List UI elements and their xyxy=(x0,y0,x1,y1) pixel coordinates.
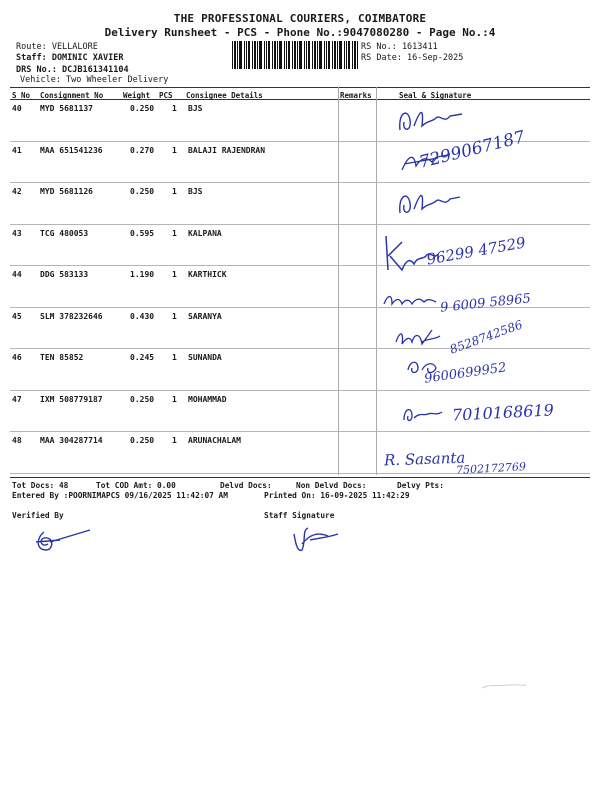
handwritten-phone-45: 8528742586 xyxy=(447,317,525,357)
barcode-bar xyxy=(334,41,336,69)
handwritten-phone-48: 7502172769 xyxy=(455,460,527,477)
row-pcs: 1 xyxy=(172,394,177,404)
row-pcs: 1 xyxy=(172,270,177,279)
barcode-bar xyxy=(264,41,265,69)
entered-by: Entered By :POORNIMAPCS 09/16/2025 11:42:07 AM xyxy=(12,491,228,500)
row-divider xyxy=(10,348,590,349)
barcode-bar xyxy=(272,41,273,69)
barcode-bar xyxy=(252,41,253,69)
drs-label: DRS No.: DCJB161341104 xyxy=(16,65,129,75)
delvd-docs: Delvd Docs: xyxy=(220,481,272,490)
company-title: THE PROFESSIONAL COURIERS, COIMBATORE xyxy=(173,12,427,25)
barcode-bar xyxy=(288,41,290,69)
row-weight: 0.430 xyxy=(130,311,155,321)
signature-row-46 xyxy=(404,356,444,378)
barcode-bar xyxy=(274,41,276,69)
row-consignment: MAA 304287714 xyxy=(40,436,103,445)
signature-row-47 xyxy=(400,402,450,426)
col-remarks: Remarks xyxy=(340,91,372,100)
barcode-bar xyxy=(346,41,347,69)
barcode-image xyxy=(232,41,358,69)
barcode-bar xyxy=(248,41,250,69)
col-sno: S No xyxy=(12,91,31,100)
tot-cod-amt: Tot COD Amt: 0.00 xyxy=(96,481,176,490)
row-weight: 0.270 xyxy=(130,145,155,155)
delvy-pts: Delvy Pts: xyxy=(397,481,444,490)
handwritten-phone-44: 9 6009 58965 xyxy=(439,291,532,316)
row-weight: 0.250 xyxy=(130,436,155,445)
runsheet-subtitle: Delivery Runsheet - PCS - Phone No.:9047080280 - Page No.:4 xyxy=(104,26,496,39)
route-label: Route: VELLALORE xyxy=(16,42,98,52)
row-weight: 0.245 xyxy=(130,353,155,362)
row-consignee: BALAJI RAJENDRAN xyxy=(188,145,266,155)
barcode-bar xyxy=(254,41,256,69)
handwritten-phone-41: 7299067187 xyxy=(417,127,527,173)
row-consignment: IXM 508779187 xyxy=(40,394,103,404)
barcode-bar xyxy=(246,41,247,69)
row-sno: 45 xyxy=(12,311,22,321)
barcode-bar xyxy=(294,41,296,69)
barcode-bar xyxy=(292,41,293,69)
row-consignee: SUNANDA xyxy=(188,353,222,362)
staff-signature-label: Staff Signature xyxy=(264,511,335,520)
barcode-bar xyxy=(348,41,350,69)
row-weight: 0.250 xyxy=(130,394,155,404)
staff-label: Staff: DOMINIC XAVIER xyxy=(16,53,124,63)
table-top-rule xyxy=(10,87,590,88)
barcode-bar xyxy=(284,41,285,69)
barcode-bar xyxy=(304,41,305,69)
verified-by-signature xyxy=(34,526,94,556)
row-consignee: KARTHICK xyxy=(188,270,227,279)
barcode-bar xyxy=(266,41,267,69)
col-consignment: Consignment No xyxy=(40,91,104,100)
staff-signature-scribble xyxy=(288,522,348,558)
vehicle-label: Vehicle: Two Wheeler Delivery xyxy=(20,75,169,85)
row-pcs: 1 xyxy=(172,228,177,238)
barcode-bar xyxy=(312,41,313,69)
barcode-bar xyxy=(317,41,318,69)
row-consignment: DDG 583133 xyxy=(40,270,89,279)
row-sno: 42 xyxy=(12,187,22,196)
row-pcs: 1 xyxy=(172,311,177,321)
barcode-bar xyxy=(308,41,310,69)
row-pcs: 1 xyxy=(172,436,177,445)
row-consignee: BJS xyxy=(188,187,203,196)
row-sno: 43 xyxy=(12,228,22,238)
pencil-mark xyxy=(480,682,530,692)
row-weight: 0.250 xyxy=(130,187,155,196)
row-consignment: MYD 5681126 xyxy=(40,187,93,196)
row-consignment: SLM 378232646 xyxy=(40,311,103,321)
col-seal: Seal & Signature xyxy=(399,91,472,100)
row-consignee: SARANYA xyxy=(188,311,222,321)
signature-row-45 xyxy=(392,322,452,352)
signature-row-41 xyxy=(398,144,458,174)
barcode-bar xyxy=(234,41,236,69)
row-weight: 0.250 xyxy=(130,104,155,113)
barcode-bar xyxy=(268,41,270,69)
barcode-bar xyxy=(314,41,316,69)
row-consignment: MAA 651541236 xyxy=(40,145,103,155)
printed-on: Printed On: 16-09-2025 11:42:29 xyxy=(264,491,410,500)
handwritten-phone-43: 96299 47529 xyxy=(425,233,528,269)
barcode-bar xyxy=(279,41,282,69)
signature-row-40 xyxy=(392,102,472,140)
barcode-bar xyxy=(286,41,287,69)
row-sno: 46 xyxy=(12,353,22,362)
barcode-bar xyxy=(354,41,356,69)
barcode-bar xyxy=(237,41,238,69)
handwritten-phone-46: 9600699952 xyxy=(423,360,508,387)
tot-docs: Tot Docs: 48 xyxy=(12,481,69,490)
row-weight: 1.190 xyxy=(130,270,155,279)
barcode-bar xyxy=(332,41,333,69)
barcode-bar xyxy=(299,41,302,69)
row-pcs: 1 xyxy=(172,104,177,113)
signature-row-43 xyxy=(380,230,440,276)
handwritten-name-48: R. Sasanta xyxy=(383,448,466,470)
row-consignee: MOHAMMAD xyxy=(188,394,227,404)
signature-row-42 xyxy=(392,185,472,221)
row-sno: 40 xyxy=(12,104,22,113)
barcode-bar xyxy=(257,41,258,69)
row-sno: 47 xyxy=(12,394,22,404)
handwritten-phone-47: 7010168619 xyxy=(451,400,555,425)
remarks-divider xyxy=(338,87,339,475)
barcode-bar xyxy=(259,41,262,69)
row-consignment: TCG 480053 xyxy=(40,228,89,238)
col-pcs: PCS xyxy=(159,91,173,100)
barcode-bar xyxy=(352,41,353,69)
row-weight: 0.595 xyxy=(130,228,155,238)
barcode-bar xyxy=(297,41,298,69)
barcode-bar xyxy=(326,41,327,69)
row-pcs: 1 xyxy=(172,353,177,362)
rs-date: RS Date: 16-Sep-2025 xyxy=(361,53,464,63)
seal-divider xyxy=(376,87,377,475)
barcode-bar xyxy=(328,41,330,69)
barcode-bar xyxy=(324,41,325,69)
non-delvd-docs: Non Delvd Docs: xyxy=(296,481,367,490)
barcode-bar xyxy=(239,41,242,69)
barcode-bar xyxy=(232,41,233,69)
rs-number: RS No.: 1613411 xyxy=(361,42,438,52)
row-divider xyxy=(10,182,590,183)
barcode-bar xyxy=(357,41,358,69)
col-weight: Weight xyxy=(123,91,151,100)
row-sno: 44 xyxy=(12,270,22,279)
row-divider xyxy=(10,431,590,432)
signature-row-44 xyxy=(380,288,440,312)
row-sno: 41 xyxy=(12,145,22,155)
row-pcs: 1 xyxy=(172,145,177,155)
row-consignment: MYD 5681137 xyxy=(40,104,93,113)
barcode-bar xyxy=(344,41,345,69)
col-consignee: Consignee Details xyxy=(186,91,263,100)
barcode-bar xyxy=(339,41,342,69)
row-consignee: KALPANA xyxy=(188,228,222,238)
row-consignment: TEN 85852 xyxy=(40,353,84,362)
row-consignee: BJS xyxy=(188,104,203,113)
barcode-bar xyxy=(277,41,278,69)
barcode-bar xyxy=(306,41,307,69)
barcode-bar xyxy=(244,41,245,69)
row-divider xyxy=(10,224,590,225)
row-consignee: ARUNACHALAM xyxy=(188,436,241,445)
row-sno: 48 xyxy=(12,436,22,445)
verified-by-label: Verified By xyxy=(12,511,64,520)
row-pcs: 1 xyxy=(172,187,177,196)
barcode-bar xyxy=(319,41,322,69)
barcode-bar xyxy=(337,41,338,69)
row-divider xyxy=(10,390,590,391)
row-divider xyxy=(10,265,590,266)
footer-rule xyxy=(10,477,590,478)
